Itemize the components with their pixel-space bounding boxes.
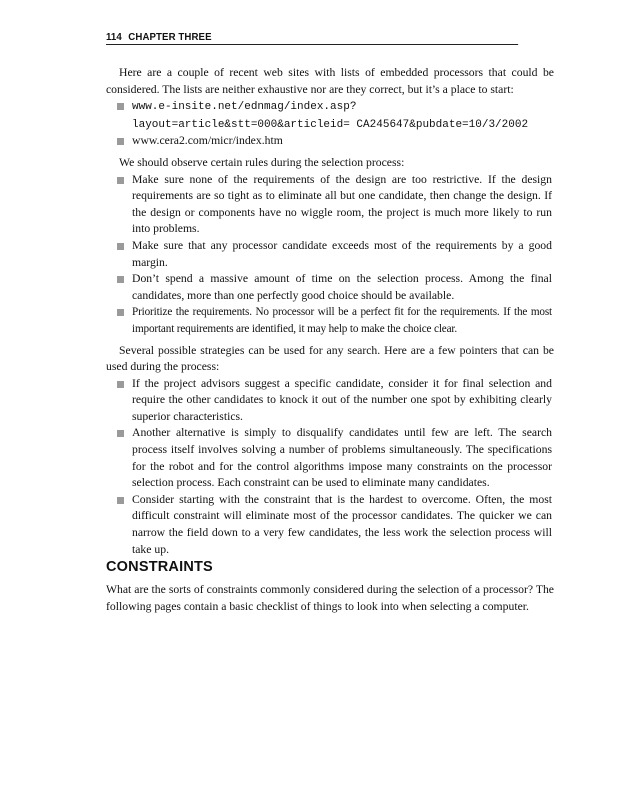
square-bullet-icon bbox=[117, 430, 124, 437]
constraints-paragraph: What are the sorts of constraints commonly considered during the selection of a processor? The following pages contain a basic checklist of things to look into when selecting a computer. bbox=[106, 583, 554, 613]
web-site-list bbox=[106, 98, 554, 150]
square-bullet-icon bbox=[117, 497, 124, 504]
rule-text: Don’t spend a massive amount of time on the selection process. Among the final candidates, more than one perfectly good choice should be available. bbox=[132, 272, 552, 302]
chapter-title: CHAPTER THREE bbox=[128, 31, 212, 43]
strategies-list bbox=[106, 376, 554, 559]
list-item bbox=[106, 271, 554, 304]
list-item bbox=[106, 172, 554, 238]
rule-text: Make sure none of the requirements of the design are too restrictive. If the design requirements are so tight as to eliminate all but one candidate, then change the design. If the design or components have no wiggle room, the project is much more likely to run into problems. bbox=[132, 172, 552, 236]
square-bullet-icon bbox=[117, 138, 124, 145]
rules-intro-paragraph: We should observe certain rules during the selection process: bbox=[119, 155, 405, 169]
section-heading: CONSTRAINTS bbox=[106, 559, 213, 576]
square-bullet-icon bbox=[117, 276, 124, 283]
page-number: 114 bbox=[106, 31, 122, 43]
list-item bbox=[106, 304, 554, 337]
list-item bbox=[106, 492, 554, 558]
square-bullet-icon bbox=[117, 243, 124, 250]
intro-paragraph: Here are a couple of recent web sites with lists of embedded processors that could be considered. The lists are neither exhaustive nor are they correct, but it’s a place to start: bbox=[106, 66, 554, 96]
strategy-text: If the project advisors suggest a specific candidate, consider it for final selection and require the other candidates to knock it out of the number one spot by exhibiting clearly superior characteristics. bbox=[132, 376, 552, 423]
web-site-url: www.e-insite.net/ednmag/index.asp?layout=article&stt=000&articleid= CA245647&pubdate=10/3/2002 bbox=[132, 101, 529, 131]
list-item bbox=[106, 98, 554, 133]
strategy-text: Another alternative is simply to disqualify candidates until few are left. The search process itself involves solving a number of problems simultaneously. The specifications for the robot and for the control algorithms impose many constraints on the processor selection process. Each constraint can be used to eliminate many candidates. bbox=[132, 426, 552, 490]
list-item bbox=[106, 238, 554, 271]
rule-text: Prioritize the requirements. No processor will be a perfect fit for the requirements. If the most important requirements are identified, it may help to make the choice clear. bbox=[132, 306, 552, 335]
page-body bbox=[106, 65, 554, 615]
square-bullet-icon bbox=[117, 381, 124, 388]
square-bullet-icon bbox=[117, 177, 124, 184]
selection-rules-list bbox=[106, 172, 554, 338]
list-item bbox=[106, 376, 554, 426]
square-bullet-icon bbox=[117, 309, 124, 316]
list-item bbox=[106, 133, 554, 150]
running-head bbox=[106, 30, 518, 45]
list-item bbox=[106, 425, 554, 491]
square-bullet-icon bbox=[117, 103, 124, 110]
rule-text: Make sure that any processor candidate exceeds most of the requirements by a good margin. bbox=[132, 238, 552, 269]
strategy-text: Consider starting with the constraint that is the hardest to overcome. Often, the most difficult constraint will eliminate most of the processor candidates. The quicker we can narrow the field down to a very few candidates, the less work the selection process will take up. bbox=[132, 492, 552, 556]
strategies-intro-paragraph: Several possible strategies can be used for any search. Here are a few pointers that can be used during the process: bbox=[106, 343, 554, 374]
web-site-url: www.cera2.com/micr/index.htm bbox=[132, 134, 283, 148]
